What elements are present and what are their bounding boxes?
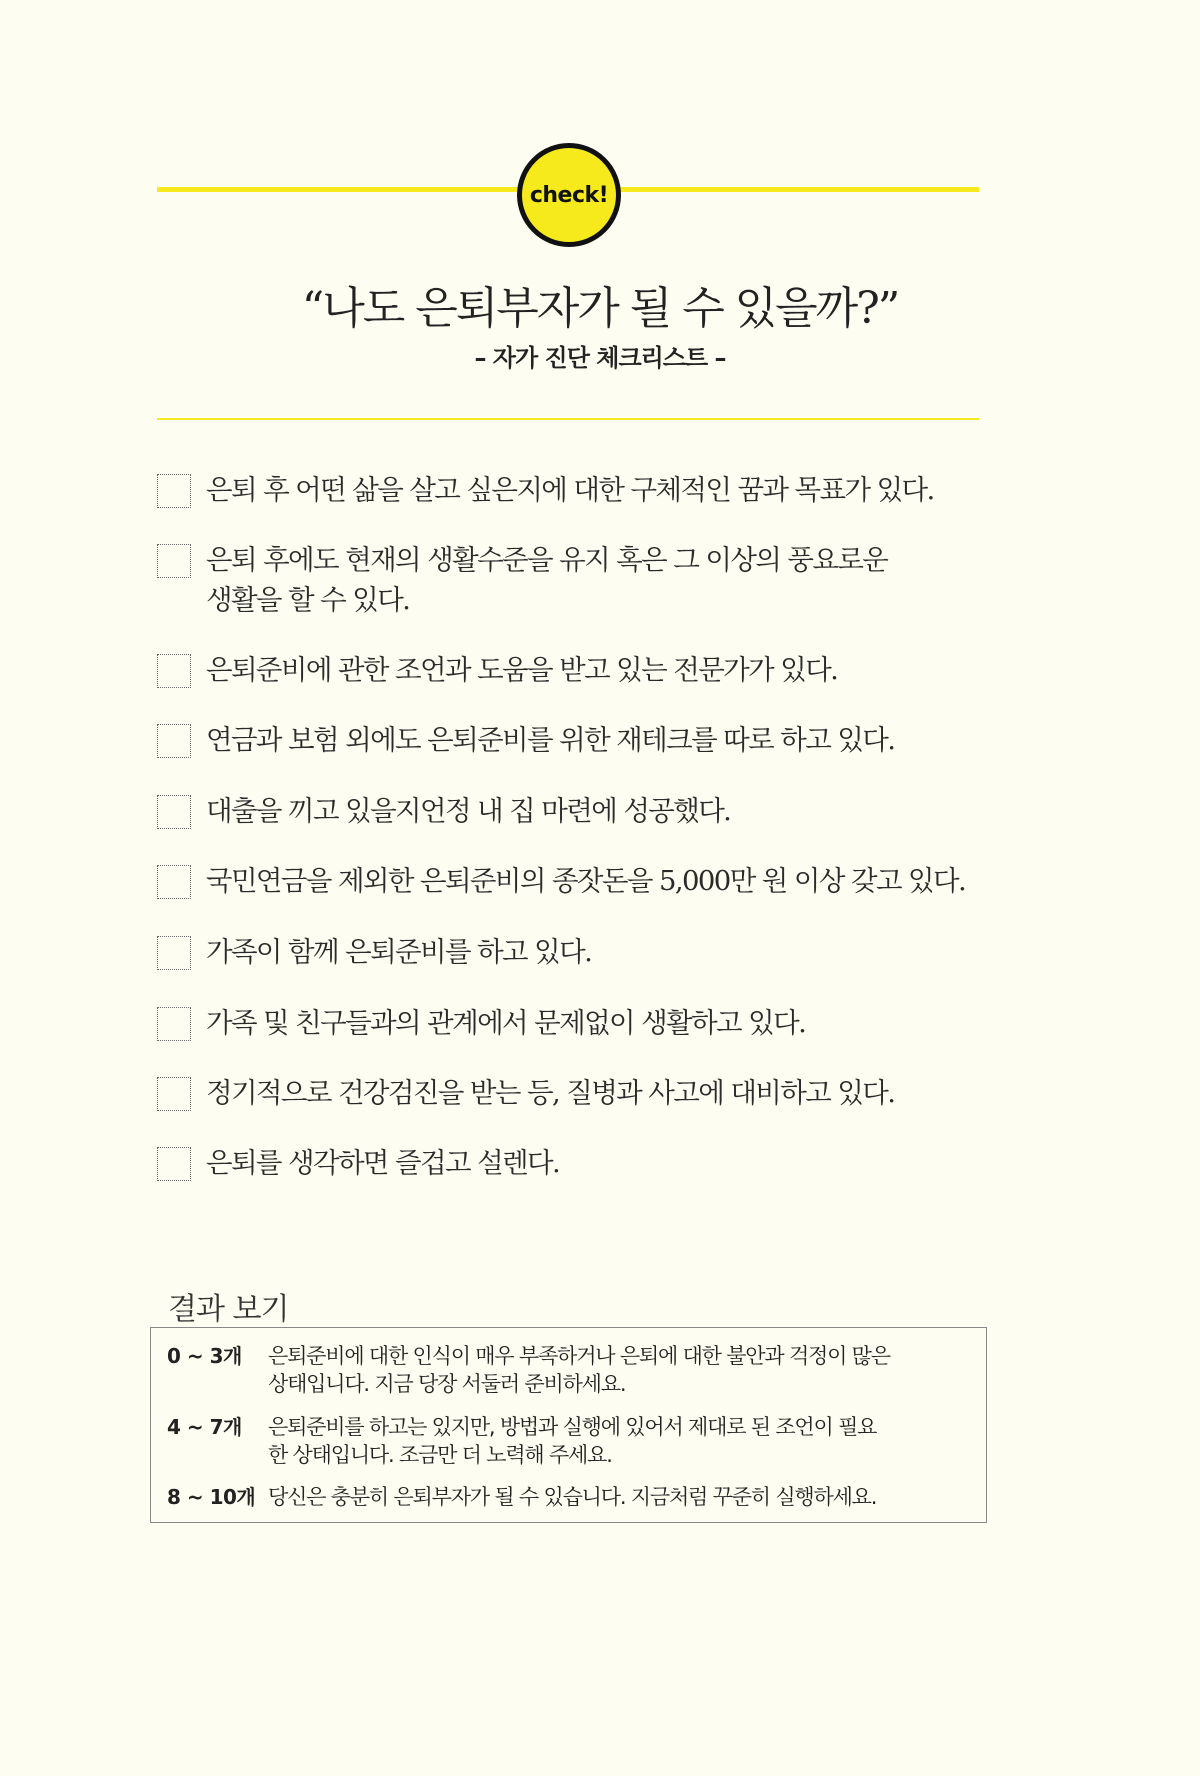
page-subtitle: – 자가 진단 체크리스트 – [474, 344, 726, 372]
page-title: “나도 은퇴부자가 될 수 있을까?” [301, 283, 899, 334]
checklist-item-text: 정기적으로 건강검진을 받는 등, 질병과 사고에 대비하고 있다. [206, 1077, 895, 1109]
checklist-item-text: 은퇴준비에 관한 조언과 도움을 받고 있는 전문가가 있다. [206, 654, 838, 686]
title-divider [157, 418, 979, 420]
checkbox[interactable] [157, 474, 191, 508]
checkbox[interactable] [157, 1077, 191, 1111]
checklist-item-text: 은퇴를 생각하면 즐겁고 설렌다. [206, 1147, 560, 1179]
result-description: 은퇴준비를 하고는 있지만, 방법과 실행에 있어서 제대로 된 조언이 필요 [268, 1415, 877, 1439]
checkbox[interactable] [157, 1147, 191, 1181]
checklist-item-text: 대출을 끼고 있을지언정 내 집 마련에 성공했다. [206, 795, 731, 827]
checklist-item-text: 국민연금을 제외한 은퇴준비의 종잣돈을 5,000만 원 이상 갖고 있다. [206, 865, 966, 897]
result-description-continued: 상태입니다. 지금 당장 서둘러 준비하세요. [268, 1372, 626, 1396]
checklist-item-text: 은퇴 후 어떤 삶을 살고 싶은지에 대한 구체적인 꿈과 목표가 있다. [206, 474, 934, 506]
checklist-item-text: 가족이 함께 은퇴준비를 하고 있다. [206, 936, 592, 968]
results-table [150, 1327, 987, 1523]
checkbox[interactable] [157, 544, 191, 578]
results-heading: 결과 보기 [168, 1292, 289, 1327]
checklist-item-text: 가족 및 친구들과의 관계에서 문제없이 생활하고 있다. [206, 1007, 806, 1039]
header-rule-right [618, 187, 979, 192]
result-range: 4 ~ 7개 [167, 1415, 242, 1439]
check-badge-label: check! [529, 182, 609, 208]
checkbox[interactable] [157, 724, 191, 758]
result-range: 0 ~ 3개 [167, 1344, 242, 1368]
check-badge [517, 143, 621, 247]
result-description: 당신은 충분히 은퇴부자가 될 수 있습니다. 지금처럼 꾸준히 실행하세요. [268, 1485, 877, 1509]
checkbox[interactable] [157, 1007, 191, 1041]
checkbox[interactable] [157, 795, 191, 829]
checkbox[interactable] [157, 654, 191, 688]
header-rule-left [157, 187, 522, 192]
result-description: 은퇴준비에 대한 인식이 매우 부족하거나 은퇴에 대한 불안과 걱정이 많은 [268, 1344, 890, 1368]
result-description-continued: 한 상태입니다. 조금만 더 노력해 주세요. [268, 1443, 612, 1467]
checklist-item-text: 연금과 보험 외에도 은퇴준비를 위한 재테크를 따로 하고 있다. [206, 724, 895, 756]
checkbox[interactable] [157, 865, 191, 899]
checklist-item-text-continued: 생활을 할 수 있다. [206, 584, 410, 616]
result-range: 8 ~ 10개 [167, 1485, 256, 1509]
checkbox[interactable] [157, 936, 191, 970]
checklist-item-text: 은퇴 후에도 현재의 생활수준을 유지 혹은 그 이상의 풍요로운 [206, 544, 888, 576]
